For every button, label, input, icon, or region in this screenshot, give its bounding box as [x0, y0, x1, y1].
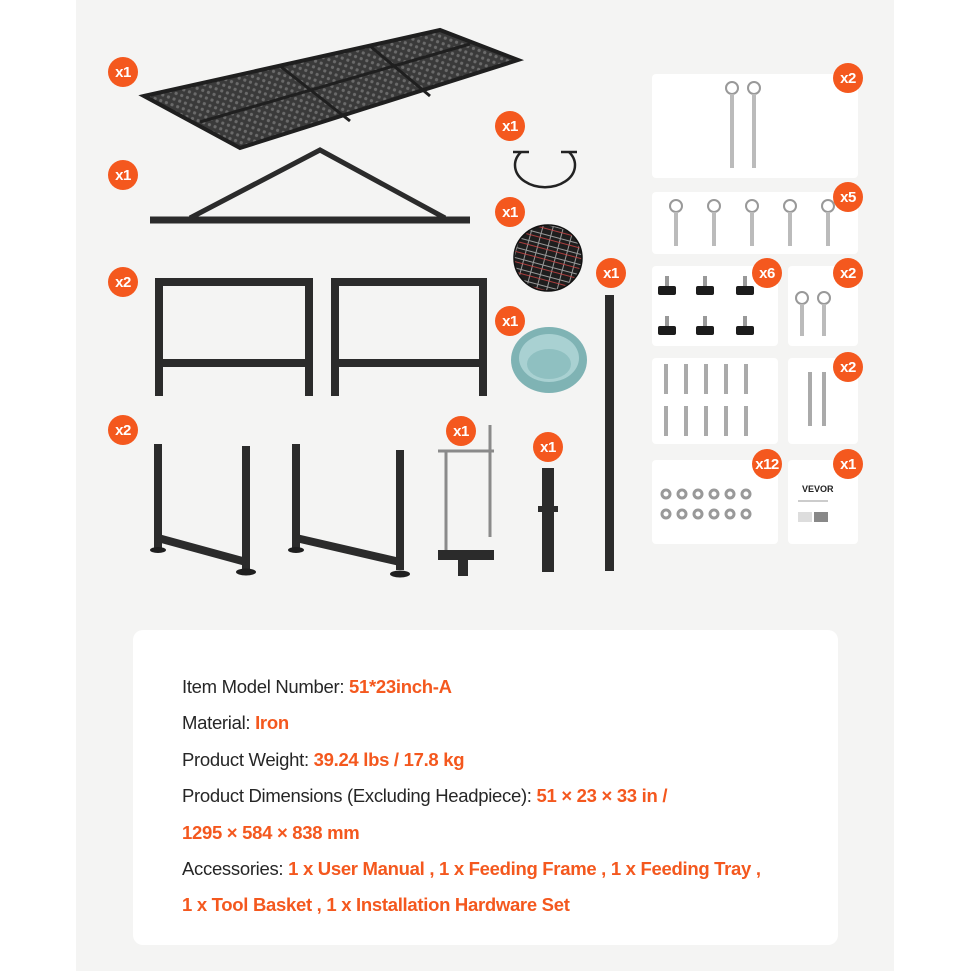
quantity-badge-tray: x1 — [495, 306, 525, 336]
spec-material-label: Material: — [182, 712, 256, 733]
quantity-badge-triangle: x1 — [108, 160, 138, 190]
specs-card — [133, 630, 838, 945]
spec-accessories-value: 1 x User Manual , 1 x Feeding Frame , 1 x Feeding Tray , — [288, 858, 761, 879]
bolts-image — [660, 362, 770, 440]
ring-image — [505, 140, 585, 196]
quantity-badge-side-frames: x2 — [108, 267, 138, 297]
quantity-badge-legs: x2 — [108, 415, 138, 445]
spec-model-label: Item Model Number: — [182, 676, 350, 697]
legs-image — [148, 440, 418, 580]
manual-brand-logo: VEVOR — [802, 484, 834, 494]
quantity-badge-feet: x6 — [752, 258, 782, 288]
spec-weight-value: 39.24 lbs / 17.8 kg — [313, 749, 465, 770]
quantity-badge-pins-5: x5 — [833, 182, 863, 212]
spec-dimensions — [182, 785, 667, 807]
feeding-frame-image — [436, 425, 496, 580]
spec-weight — [182, 749, 464, 771]
side-frames-image — [155, 278, 490, 398]
spec-dimensions-label: Product Dimensions (Excluding Headpiece): — [182, 785, 537, 806]
spec-model — [182, 676, 452, 698]
short-bar-image — [538, 466, 562, 576]
quantity-badge-feeding-frame: x1 — [446, 416, 476, 446]
pins-5-image — [660, 198, 850, 250]
spec-model-value: 51*23inch-A — [349, 676, 452, 697]
long-bolts-image — [804, 370, 834, 430]
spec-accessories — [182, 858, 761, 880]
long-bar-image — [602, 295, 616, 575]
quantity-badge-manual: x1 — [833, 449, 863, 479]
spec-weight-label: Product Weight: — [182, 749, 314, 770]
spec-accessories-cont: 1 x Tool Basket , 1 x Installation Hardware Set — [182, 894, 570, 915]
mesh-top-image — [140, 26, 520, 156]
spec-dimensions-metric: 1295 × 584 × 838 mm — [182, 822, 360, 843]
quantity-badge-long-bolts: x2 — [833, 352, 863, 382]
quantity-badge-mesh-top: x1 — [108, 57, 138, 87]
quantity-badge-small-pins: x2 — [833, 258, 863, 288]
quantity-badge-nuts: x12 — [752, 449, 782, 479]
basket-image — [510, 222, 586, 294]
spec-material-value: Iron — [255, 712, 289, 733]
quantity-badge-ring: x1 — [495, 111, 525, 141]
small-pins-image — [792, 290, 842, 340]
tray-image — [508, 326, 590, 396]
quantity-badge-short-bar: x1 — [533, 432, 563, 462]
nuts-image — [660, 486, 760, 526]
quantity-badge-large-pins: x2 — [833, 63, 863, 93]
spec-material — [182, 712, 289, 734]
leveling-feet-image — [652, 272, 762, 342]
large-pins-image — [720, 80, 770, 172]
quantity-badge-long-bar: x1 — [596, 258, 626, 288]
manual-image — [798, 498, 838, 524]
spec-accessories-label: Accessories: — [182, 858, 289, 879]
triangle-bracket-image — [150, 148, 470, 228]
quantity-badge-basket: x1 — [495, 197, 525, 227]
spec-dimensions-value: 51 × 23 × 33 in / — [536, 785, 668, 806]
